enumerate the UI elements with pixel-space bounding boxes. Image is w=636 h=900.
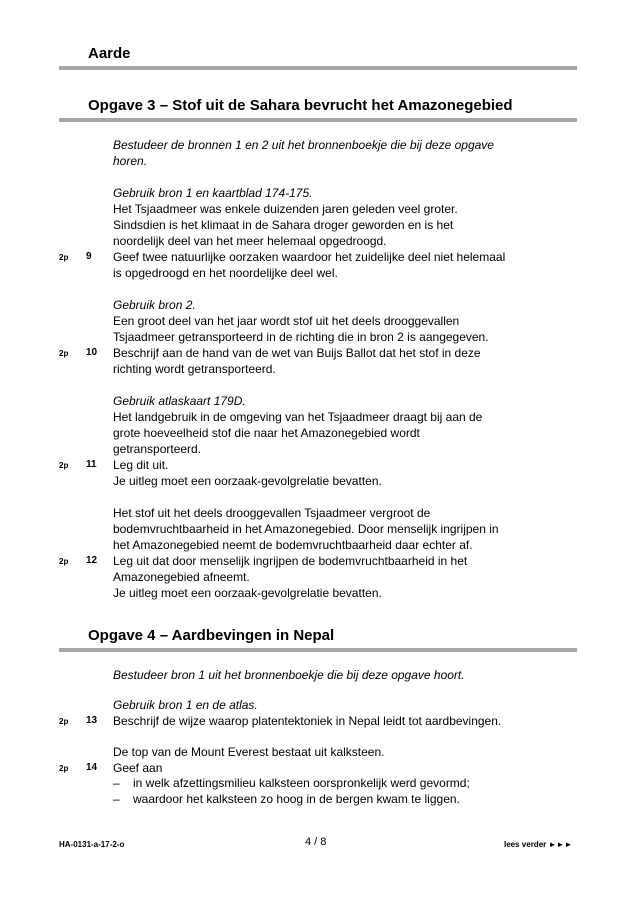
- question-13-text: Beschrijf de wijze waarop platentektoniek in Nepal leidt tot aardbevingen.: [113, 714, 502, 728]
- bullet-dash: –: [113, 776, 120, 790]
- header-rule: [59, 66, 577, 70]
- opgave-4-title: Opgave 4 – Aardbevingen in Nepal: [88, 627, 335, 644]
- bullet-text: waardoor het kalksteen zo hoog in de bergen kwam te liggen.: [133, 792, 460, 806]
- question-number: 9: [86, 251, 92, 262]
- question-10-text: Beschrijf aan de hand van de wet van Buijs Ballot dat het stof in deze: [113, 346, 481, 360]
- points-badge: 2p: [59, 557, 69, 566]
- context-line: Het Tsjaadmeer was enkele duizenden jaren geleden veel groter.: [113, 202, 458, 216]
- intro-line-2: horen.: [113, 154, 148, 168]
- context-line: Een groot deel van het jaar wordt stof uit het deels drooggevallen: [113, 314, 460, 328]
- question-number: 14: [86, 762, 98, 773]
- points-badge: 2p: [59, 764, 69, 773]
- page-number: 4 / 8: [305, 836, 327, 848]
- continue-indicator: lees verder ►►►: [504, 840, 573, 849]
- question-12-text: Leg uit dat door menselijk ingrijpen de bodemvruchtbaarheid in het: [113, 554, 468, 568]
- bullet-dash: –: [113, 792, 120, 806]
- question-11-text: Je uitleg moet een oorzaak-gevolgrelatie bevatten.: [113, 474, 382, 488]
- context-line: Sindsdien is het klimaat in de Sahara droger geworden en is het: [113, 218, 454, 232]
- question-number: 11: [86, 459, 97, 470]
- points-badge: 2p: [59, 253, 69, 262]
- context-line: bodemvruchtbaarheid in het Amazonegebied. Door menselijk ingrijpen in: [113, 522, 499, 536]
- instruction-atlaskaart: Gebruik atlaskaart 179D.: [113, 394, 246, 408]
- question-12-text: Amazonegebied afneemt.: [113, 570, 250, 584]
- points-badge: 2p: [59, 461, 69, 470]
- instruction-bron-1-atlas: Gebruik bron 1 en de atlas.: [113, 698, 258, 712]
- question-11-text: Leg dit uit.: [113, 458, 169, 472]
- context-line: het Amazonegebied neemt de bodemvruchtbaarheid daar echter af.: [113, 538, 473, 552]
- context-line: Het landgebruik in de omgeving van het Tsjaadmeer draagt bij aan de: [113, 410, 483, 424]
- context-line: De top van de Mount Everest bestaat uit kalksteen.: [113, 745, 385, 759]
- question-14-text: Geef aan: [113, 761, 163, 775]
- points-badge: 2p: [59, 349, 69, 358]
- question-number: 13: [86, 715, 98, 726]
- question-10-text: richting wordt getransporteerd.: [113, 362, 276, 376]
- chapter-title: Aarde: [88, 45, 131, 62]
- intro-line: Bestudeer bron 1 uit het bronnenboekje die bij deze opgave hoort.: [113, 668, 465, 682]
- points-badge: 2p: [59, 717, 69, 726]
- question-number: 12: [86, 555, 98, 566]
- context-line: Het stof uit het deels drooggevallen Tsjaadmeer vergroot de: [113, 506, 431, 520]
- question-9-text: Geef twee natuurlijke oorzaken waardoor het zuidelijke deel niet helemaal: [113, 250, 506, 264]
- question-12-text: Je uitleg moet een oorzaak-gevolgrelatie bevatten.: [113, 586, 382, 600]
- context-line: Tsjaadmeer getransporteerd in de richting die in bron 2 is aangegeven.: [113, 330, 489, 344]
- context-line: noordelijk deel van het meer helemaal opgedroogd.: [113, 234, 387, 248]
- instruction-bron-1: Gebruik bron 1 en kaartblad 174-175.: [113, 186, 313, 200]
- opgave-3-rule: [59, 118, 577, 122]
- question-9-text: is opgedroogd en het noordelijke deel wel.: [113, 266, 338, 280]
- context-line: grote hoeveelheid stof die naar het Amazonegebied wordt: [113, 426, 420, 440]
- bullet-text: in welk afzettingsmilieu kalksteen oorspronkelijk werd gevormd;: [133, 776, 470, 790]
- exam-code: HA-0131-a-17-2-o: [59, 840, 125, 849]
- opgave-4-rule: [59, 648, 577, 652]
- context-line: getransporteerd.: [113, 442, 202, 456]
- question-number: 10: [86, 347, 98, 358]
- instruction-bron-2: Gebruik bron 2.: [113, 298, 196, 312]
- intro-line-1: Bestudeer de bronnen 1 en 2 uit het bronnenboekje die bij deze opgave: [113, 138, 494, 152]
- opgave-3-title: Opgave 3 – Stof uit de Sahara bevrucht het Amazonegebied: [88, 97, 513, 114]
